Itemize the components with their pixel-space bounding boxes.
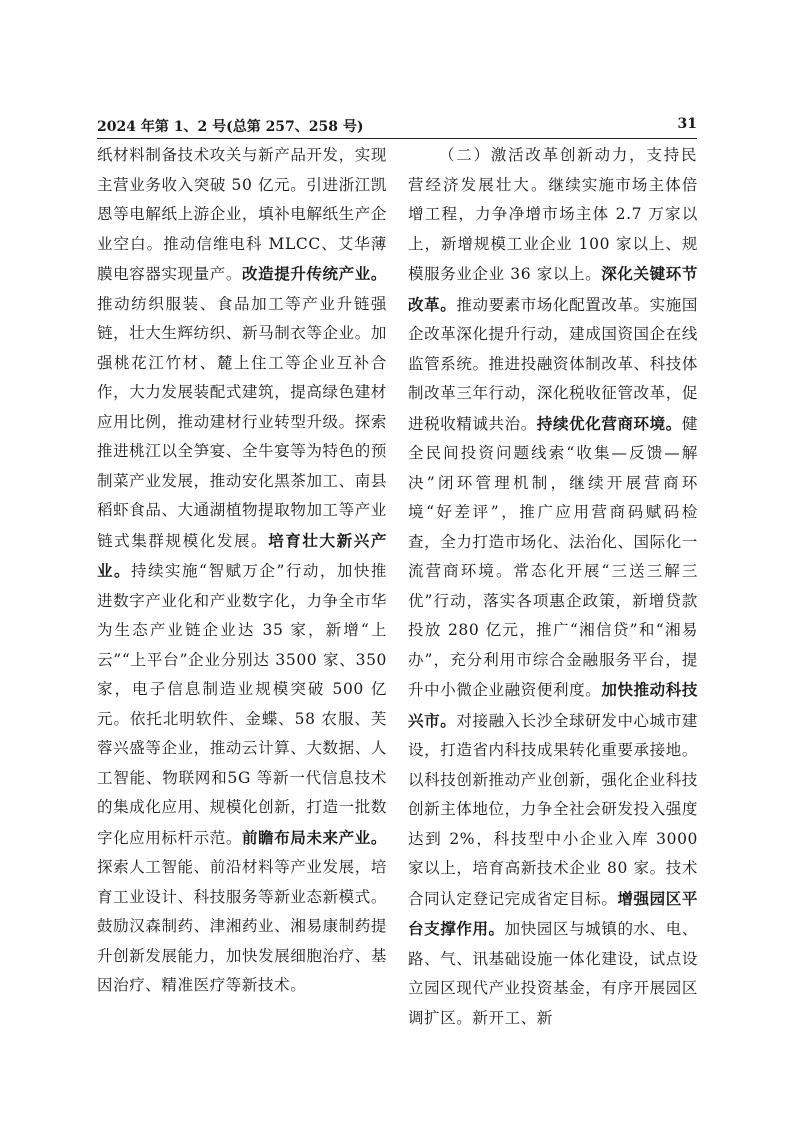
left-column (97, 141, 387, 1001)
left-text-2: 推动纺织服装、食品加工等产业升链强链，壮大生辉纺织、新马制衣等企业。加强桃花江竹材、麓上住工等企业互补合作，大力发展装配式建筑，提高绿色建材应用比例，推动建材行业转型升级。探索推进桃江以全笋宴、全牛宴等为特色的预制菜产业发展，推动安化黑茶加工、南县稻虾食品、大通湖植物提取物加工等产业链式集群规模化发展。 (97, 294, 387, 550)
right-text-3: 健全民间投资问题线索“收集—反馈—解决”闭环管理机制，继续开展营商环境“好差评”，推广应用营商码赋码检查，全力打造市场化、法治化、国际化一流营商环境。常态化开展“三送三解三优”行动，落实各项惠企政策，新增贷款投放 280 亿元，推广“湘信贷”和“湘易办”，充分利用市综合金融服务平台，提升中小微企业融资便利度。 (408, 414, 698, 699)
subheading-key-reform: 深化关键环节改革。 (408, 264, 698, 314)
page-number: 31 (677, 116, 697, 132)
right-text-2: 推动要素市场化配置改革。实施国企改革深化提升行动，建成国资国企在线监管系统。推进投融资体制改革、科技体制改革三年行动，深化税收征管改革，促进税收精诚共治。 (408, 295, 698, 433)
subheading-business-environment: 持续优化营商环境。 (536, 413, 682, 433)
left-text-3: 持续实施“智赋万企”行动，加快推进数字产业化和产业数字化，力争全市华为生态产业链企业达 35 家，新增“上云”“上平台”企业分别达 3500 家、350 家，电子信息制造业规模突破 500 亿元。依托北明软件、金蝶、58 农服、芙蓉兴盛等企业，推动云计算、大数据、人工智能、物联网和5G 等新一代信息技术的集成化应用、规模化创新，打造一批数字化应用标杆示范。 (97, 562, 388, 847)
right-paragraph (408, 141, 698, 1033)
subheading-future-industry: 前瞻布局未来产业。 (242, 827, 387, 847)
left-text-4: 探索人工智能、前沿材料等产业发展，培育工业设计、科技服务等新业态新模式。鼓励汉森制药、津湘药业、湘易康制药提升创新发展能力，加快发展细胞治疗、基因治疗、精准医疗等新技术。 (97, 858, 387, 994)
header-rule (97, 138, 697, 139)
right-column (408, 141, 698, 1033)
issue-label: 2024 年第 1、2 号(总第 257、258 号) (97, 119, 364, 135)
subheading-traditional-industry: 改造提升传统产业。 (242, 264, 387, 283)
subheading-park-platform: 增强园区平台支撑作用。 (408, 888, 698, 938)
section-heading: （二）激活改革创新动力，支持民营经济发展壮大。 (408, 146, 698, 194)
left-text-1: 纸材料制备技术攻关与新产品开发，实现主营业务收入突破 50 亿元。引进浙江凯恩等电解纸上游企业，填补电解纸生产企业空白。推动信维电科 MLCC、艾华薄膜电容器实现量产。 (97, 146, 387, 283)
subheading-tech-city: 加快推动科技兴市。 (408, 680, 698, 730)
subheading-emerging-industry: 培育壮大新兴产业。 (97, 530, 387, 580)
right-text-4: 对接融入长沙全球研发中心城市建设，打造省内科技成果转化重要承接地。以科技创新推动产业创新，强化企业科技创新主体地位，力争全社会研发投入强度达到 2%，科技型中小企业入库 3000 家以上，培育高新技术企业 80 家。技术合同认定登记完成省定目标。 (408, 711, 698, 908)
right-text-1: 继续实施市场主体倍增工程，力争净增市场主体 2.7 万家以上，新增规模工业企业 100 家以上、规模服务业企业 36 家以上。 (408, 175, 698, 283)
running-header (97, 116, 697, 138)
right-text-5: 加快园区与城镇的水、电、路、气、讯基础设施一体化建设，试点设立园区现代产业投资基金，有序开展园区调扩区。新开工、新 (408, 920, 698, 1027)
left-paragraph (97, 141, 387, 1001)
